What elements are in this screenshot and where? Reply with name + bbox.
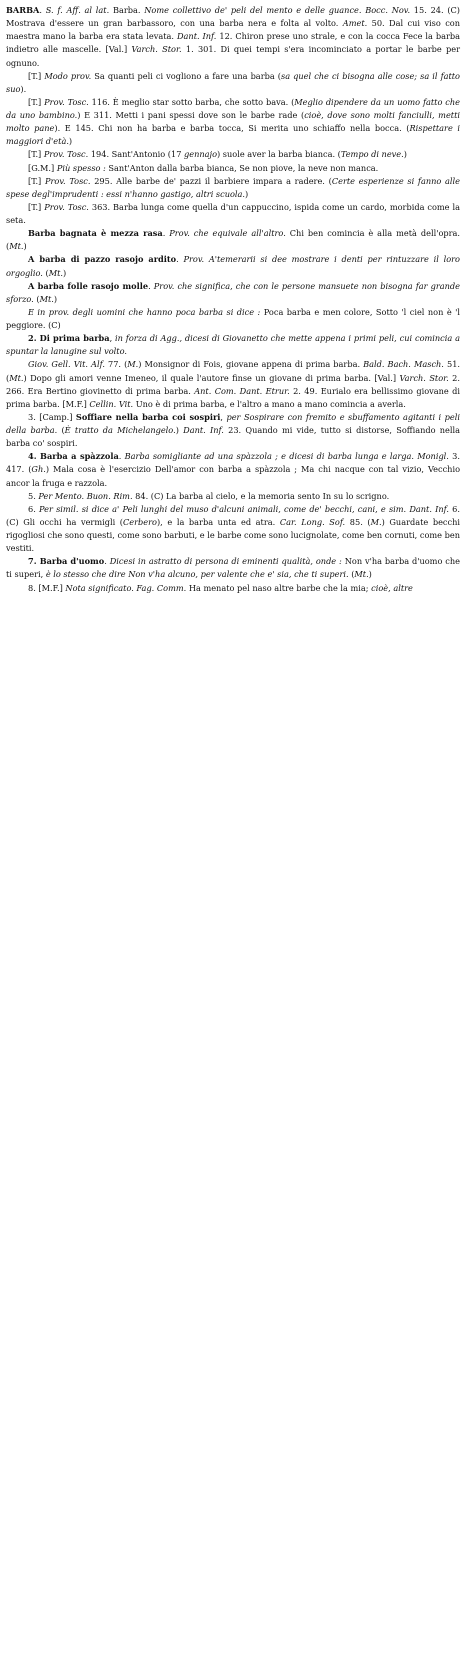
italic-text: Prov. che significa, che con le persone mansuete non bisogna far grande sforzo. <box>6 280 460 304</box>
headword: A barba di pazzo rasojo ardito <box>28 254 177 265</box>
body-text: . <box>176 254 184 265</box>
entry-paragraph <box>6 582 460 595</box>
entry-paragraph <box>6 4 460 70</box>
italic-text: al lat. <box>84 5 110 15</box>
italic-text: Prov. A'temerarii si dee mostrare i denti per rintuzzare il loro orgoglio. <box>6 254 460 278</box>
italic-text: Nota significato. Fag. Comm. <box>65 582 187 593</box>
body-text: . <box>39 5 46 15</box>
italic-text: Cellin. Vit. <box>89 398 134 409</box>
body-text: ( <box>57 425 65 435</box>
italic-text: Prov. Tosc. <box>43 149 89 160</box>
body-text: [T.] <box>28 96 45 107</box>
entry-paragraph <box>6 70 460 96</box>
headword: Soffiare nella barba coi sospiri <box>75 411 221 422</box>
italic-text: Mt. <box>48 267 63 278</box>
body-text: 8. [M.F.] <box>28 582 66 593</box>
headword: Barba bagnata è mezza rasa <box>28 228 163 239</box>
italic-text: in forza di Agg., dicesi di Giovanetto che mette appena i primi peli, cui comincia a spuntar la lanugine sul volto. <box>6 333 460 357</box>
body-text: 116. È meglio star sotto barba, che sotto bava. ( <box>88 96 295 107</box>
italic-text: Mt. <box>9 372 24 383</box>
body-text: ) <box>62 267 67 278</box>
body-text: 194. Sant'Antonio (17 <box>88 149 185 160</box>
entry-paragraph <box>6 253 460 279</box>
italic-text: Per Mento. Buon. Rim. <box>38 490 133 501</box>
italic-text: è lo stesso che dire Non v'ha alcuno, per valente che e' sia, che ti superi. <box>45 569 349 580</box>
body-text: ). E 145. Chi non ha barba e barba tocca, Si merita uno schiaffo nella bocca. ( <box>54 123 410 134</box>
body-text: ) Mala cosa è l'esercizio Dell'amor con barba a spàzzola ; Ma chi nacque con tal vizio, Vecchio ancor la fruga e razzola. <box>6 464 460 488</box>
italic-text: Meglio dipendere da un uomo fatto che da uno bambino. <box>6 96 460 120</box>
body-text: ) <box>23 241 27 252</box>
body-text: Non v'ha barba d'uomo che ti superi, <box>6 556 460 580</box>
body-text: 51. ( <box>6 359 461 383</box>
body-text: 23. Quando mi vide, tutto si distorse, Soffiando nella barba co' sospiri. <box>6 425 461 449</box>
italic-text: Prov. Tosc. <box>44 96 89 107</box>
italic-text: Per simil. si dice a' Peli lunghi del muso d'alcuni animali, come de' becchi, cani, e sim. Dant. Inf. <box>39 503 449 514</box>
headword: 7. Barba d'uomo <box>28 556 105 567</box>
italic-text: Cerbero <box>123 516 157 527</box>
italic-text: E in prov. degli uomini che hanno poca barba si dice : <box>28 306 261 317</box>
headword: 4. Barba a spàzzola <box>28 451 119 462</box>
body-text: Ha menato pel naso altre barbe che la mia; <box>186 582 372 593</box>
entry-paragraph <box>6 227 460 253</box>
italic-text: sa quel che ci bisogna alle cose; sa il fatto suo <box>6 70 460 94</box>
body-text: ) <box>403 149 407 160</box>
body-text: ( <box>33 293 40 304</box>
body-text: ) E 311. Metti i pani spessi dove son le barbe rade ( <box>77 110 305 120</box>
body-text: Poca barba e men colore, Sotto 'l ciel non è 'l peggiore. (C) <box>6 306 460 330</box>
body-text: ) suole aver la barba bianca. ( <box>217 149 341 160</box>
body-text: . <box>104 556 110 567</box>
body-text: , <box>109 333 116 344</box>
body-text: ( <box>42 267 49 278</box>
body-text: [T.] <box>28 149 44 160</box>
italic-text: gennajo <box>184 149 217 160</box>
italic-text: Varch. Stor. <box>131 44 182 55</box>
entry-paragraph <box>6 490 460 503</box>
entry-paragraph <box>6 358 460 411</box>
body-text: Uno è di prima barba, e l'altro a mano a mano comincia a averla. <box>133 398 406 409</box>
body-text: 3. 417. ( <box>6 451 460 475</box>
italic-text: Dant. Inf. <box>183 425 224 435</box>
italic-text: per Sospirare con fremito e sbuffamento agitanti i peli della barba. <box>6 411 460 435</box>
body-text: 12. Chiron prese uno strale, e con la cocca Fece la barba indietro alle mascelle. [Val.] <box>6 31 461 55</box>
italic-text: Mt. <box>9 241 24 252</box>
italic-text: Bald. Bach. Masch. <box>363 359 444 370</box>
italic-text: M. <box>370 516 382 527</box>
body-text: . <box>162 228 170 239</box>
italic-text: Prov. Tosc. <box>44 201 89 212</box>
body-text: Sa quanti peli ci vogliono a fare una barba ( <box>91 70 281 81</box>
body-text: ) <box>175 425 184 435</box>
body-text: 84. (C) La barba al cielo, e la memoria sento In su lo scrigno. <box>132 490 390 501</box>
italic-text: Dant. Inf. <box>176 31 217 42</box>
body-text: 1. 301. Di quei tempi s'era incominciato a portar le barbe per ognuno. <box>6 44 460 68</box>
body-text: [T.] <box>28 70 45 81</box>
italic-text: Giov. Gell. Vit. Alf. <box>28 359 105 370</box>
body-text: , <box>220 411 227 422</box>
italic-text: M. <box>127 359 139 370</box>
entry-paragraph <box>6 201 460 227</box>
body-text: . <box>118 451 125 462</box>
italic-text: S. f. Aff. <box>45 5 81 15</box>
headword: BARBA <box>6 5 40 15</box>
body-text: 295. Alle barbe de' pazzi il barbiere impara a radere. ( <box>90 175 332 186</box>
body-text: 77. ( <box>104 359 128 370</box>
entry-paragraph <box>6 280 460 306</box>
entry-paragraph <box>6 306 460 332</box>
entry-paragraph <box>6 148 460 161</box>
italic-text: Car. Long. Sof. <box>279 516 346 527</box>
entry-paragraph <box>6 175 460 201</box>
italic-text: Gh. <box>31 464 46 475</box>
body-text: ) <box>245 188 249 199</box>
italic-text: Certe esperienze si fanno alle spese degl'imprudenti : essi n'hanno gastigo, altri scuola. <box>6 175 461 199</box>
entry-paragraph <box>6 450 460 489</box>
italic-text: Tempo di neve. <box>340 149 404 160</box>
body-text: ) <box>368 569 372 580</box>
entry-paragraph <box>6 503 460 556</box>
body-text: ) <box>53 293 58 304</box>
body-text: [G.M.] <box>28 162 57 173</box>
body-text: ) Monsignor di Fois, giovane appena di prima barba. <box>138 359 364 370</box>
entry-paragraph <box>6 411 460 450</box>
headword: A barba folle rasojo molle <box>28 280 149 291</box>
body-text: 363. Barba lunga come quella d'un cappuccino, ispida come un cardo, morbida come la seta. <box>6 201 460 225</box>
entry-paragraph <box>6 555 460 581</box>
headword: 2. Di prima barba <box>28 333 110 344</box>
italic-text: Mt. <box>354 569 369 580</box>
body-text: ) <box>68 136 73 147</box>
body-text: Sant'Anton dalla barba bianca, Se non piove, la neve non manca. <box>105 162 379 173</box>
body-text: 3. [Camp.] <box>28 411 76 422</box>
body-text: 85. ( <box>345 516 371 527</box>
body-text: 2. 49. Eurialo era bellissimo giovane di prima barba. [M.F.] <box>6 385 460 409</box>
italic-text: Varch. Stor. <box>399 372 449 383</box>
italic-text: Modo prov. <box>44 70 92 81</box>
body-text: ) Guardate becchi rigogliosi che sono questi, come sono barbuti, e le barbe come sono lucignolate, come ben cornuti, come ben vestiti. <box>6 516 460 554</box>
body-text: 6. <box>28 503 39 514</box>
body-text: ) Dopo gli amori venne Imeneo, il quale l'autore finse un giovane di prima barba. [Val.] <box>23 372 400 383</box>
body-text: 2. 266. Era Bertino giovinetto di prima barba. <box>6 372 460 396</box>
body-text: ). <box>20 83 27 94</box>
body-text: [T.] <box>28 201 45 212</box>
body-text: [T.] <box>28 175 45 186</box>
body-text: . <box>148 280 154 291</box>
italic-text: Mt. <box>39 293 54 304</box>
body-text: Chi ben comincia è alla metà dell'opra. ( <box>6 228 461 252</box>
entry-paragraph <box>6 162 460 175</box>
body-text: 15. 24. (C) Mostrava d'essere un gran barbassoro, con una barba nera e folta al volto. <box>6 5 460 29</box>
body-text: Barba. <box>109 5 145 15</box>
italic-text: Prov. Tosc. <box>44 175 91 186</box>
entry-paragraph <box>6 96 460 149</box>
italic-text: cioè, dove sono molti fanciulli, metti molto pane <box>6 110 460 134</box>
body-text: ( <box>348 569 355 580</box>
body-text: ), e la barba unta ed atra. <box>156 516 280 527</box>
body-text: 6. (C) Gli occhi ha vermigli ( <box>6 503 460 527</box>
body-text: 5. <box>28 490 39 501</box>
italic-text: Barba somigliante ad una spàzzola ; e dicesi di barba lunga e larga. Monigl. <box>124 451 449 462</box>
italic-text: Ant. Com. Dant. Etrur. <box>194 385 290 396</box>
italic-text: cioè, altre <box>371 582 413 593</box>
italic-text: Dicesi in astratto di persona di eminenti qualità, onde : <box>109 556 342 567</box>
italic-text: Rispettare i maggiori d'età. <box>6 123 461 147</box>
italic-text: Più spesso : <box>56 162 106 173</box>
body-text: 50. Dal cui viso con maestra mano la barba era stata levata. <box>6 18 460 42</box>
italic-text: Nome collettivo de' peli del mento e delle guance. Bocc. Nov. <box>144 5 411 15</box>
italic-text: Amet. <box>342 18 368 29</box>
entry-paragraph <box>6 332 460 358</box>
italic-text: È tratto da Michelangelo. <box>64 425 176 435</box>
italic-text: Prov. che equivale all'altro. <box>169 228 286 239</box>
